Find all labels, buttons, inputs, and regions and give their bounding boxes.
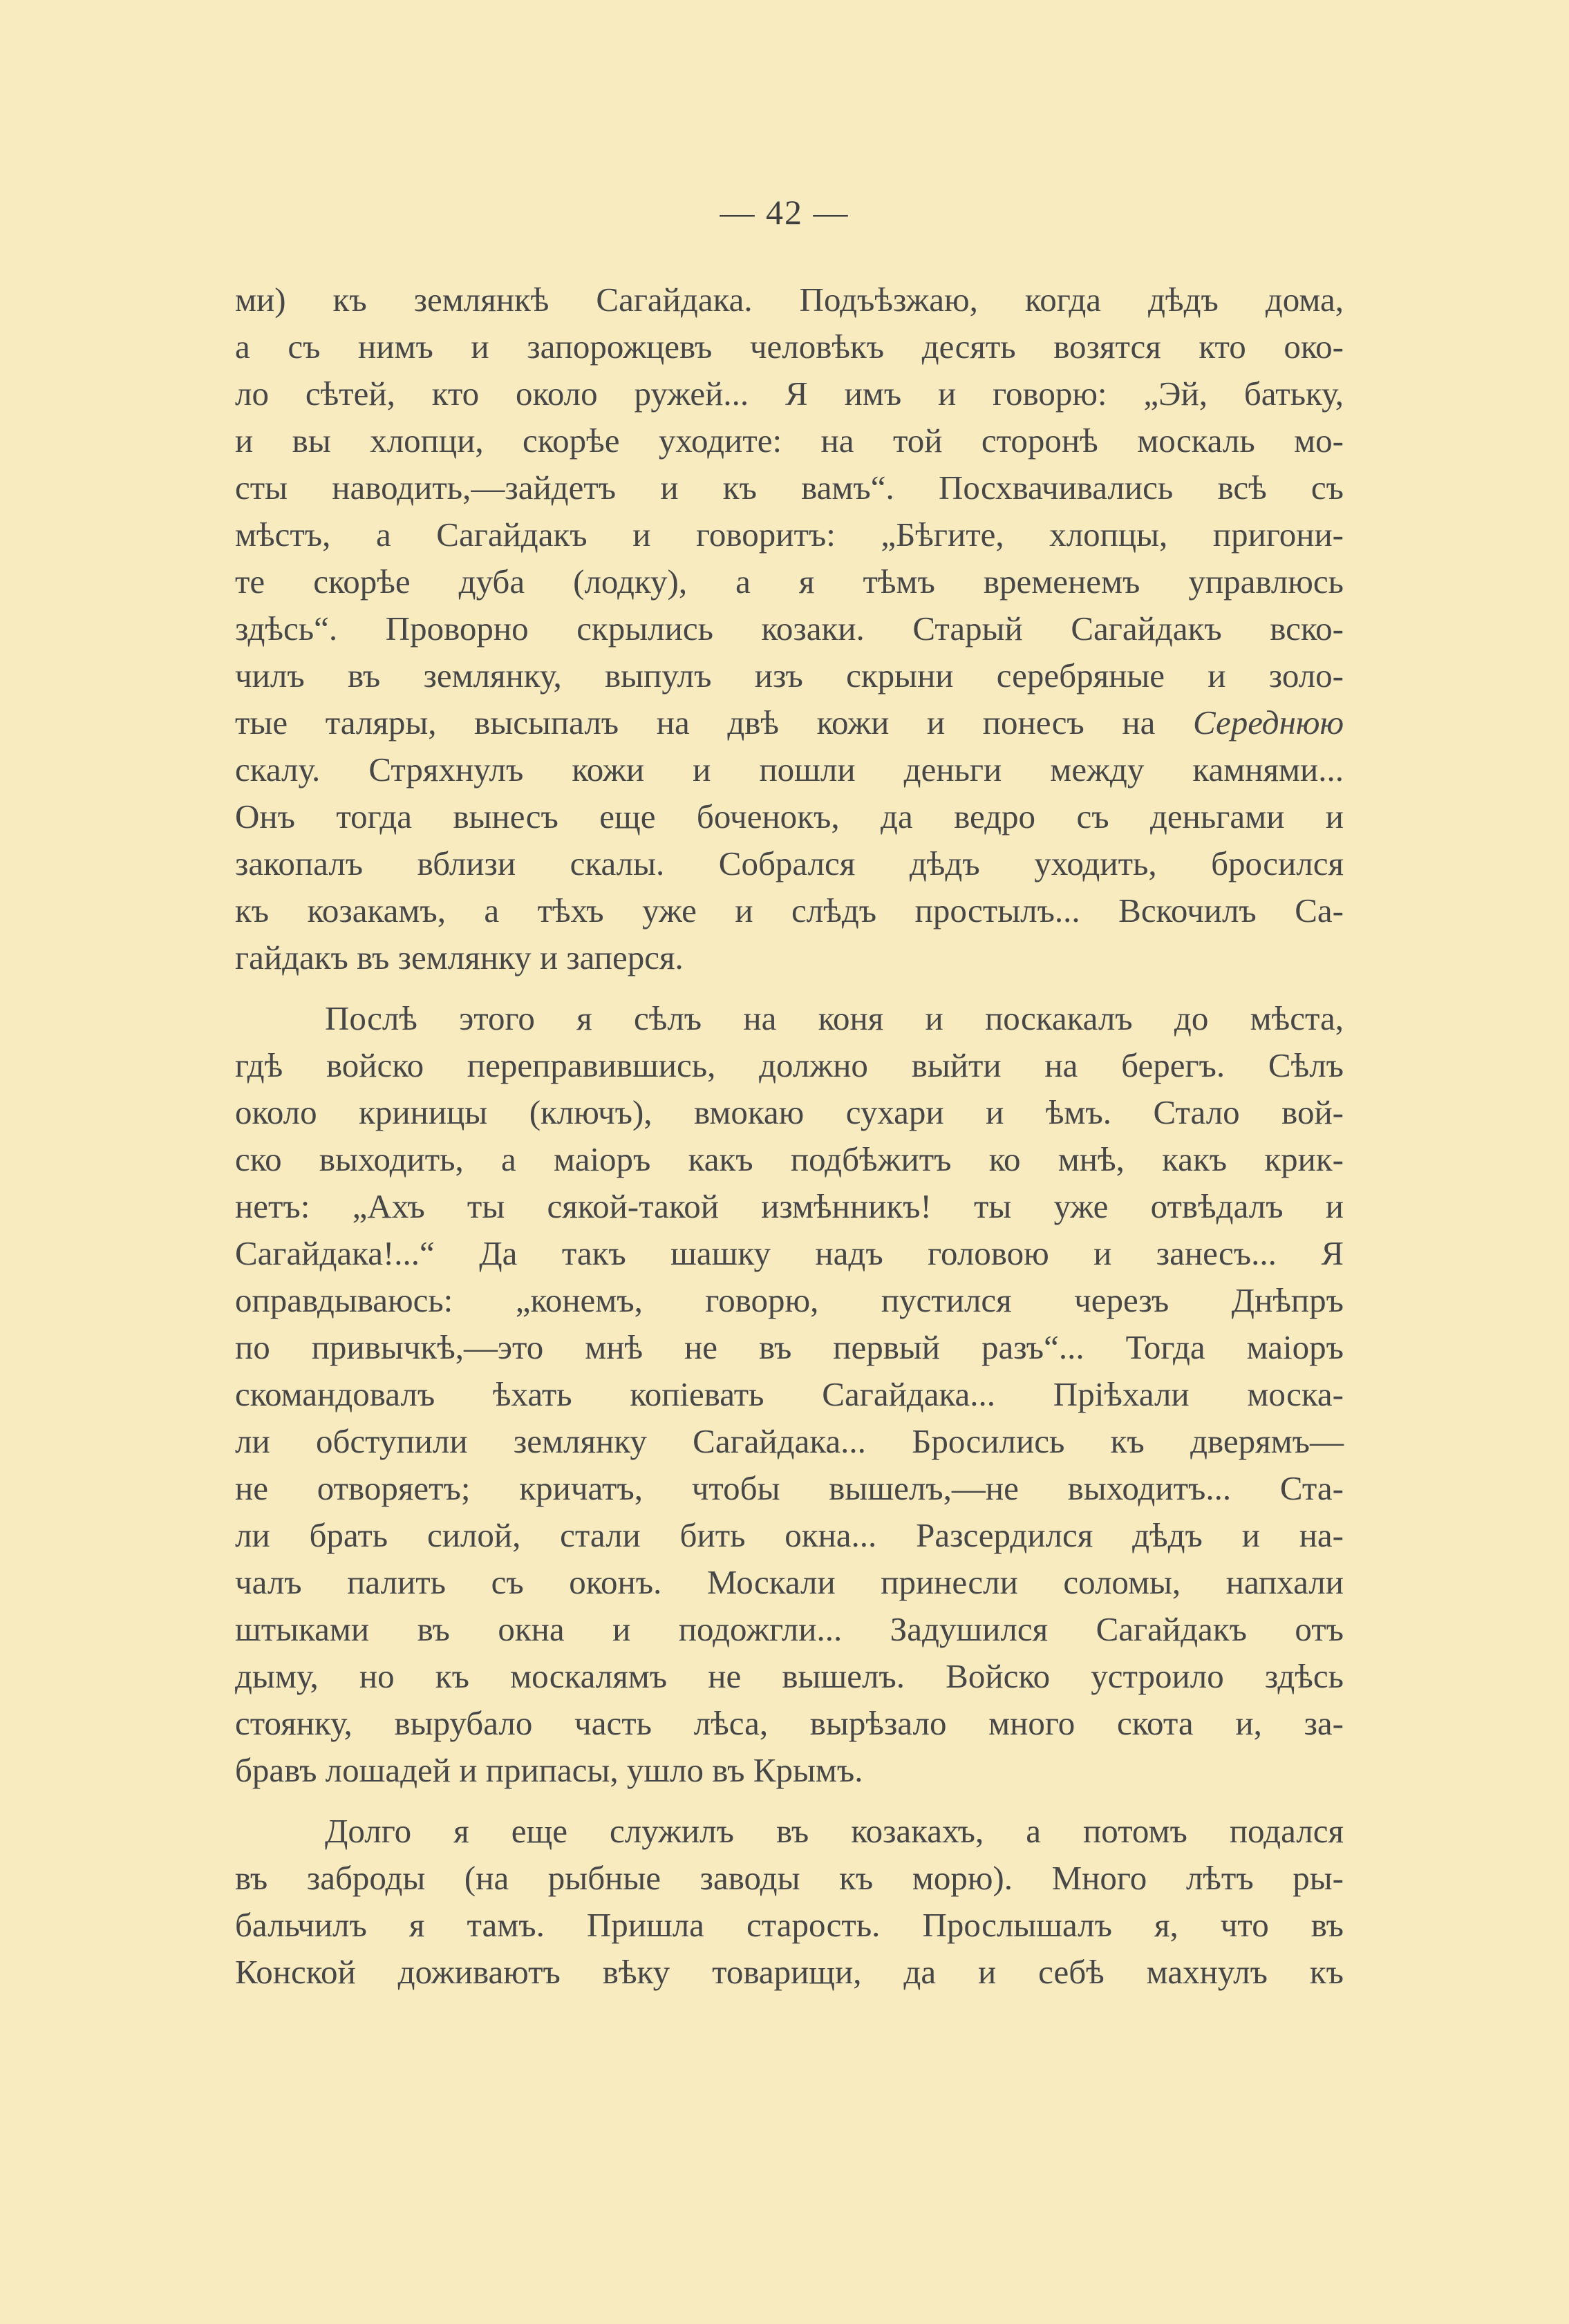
body-text (235, 276, 1344, 1996)
text-line: те скорѣе дуба (лодку), а я тѣмъ временемъ управлюсь (235, 563, 1344, 601)
text-line: ли обступили землянку Сагайдака... Бросились къ дверямъ— (235, 1422, 1344, 1460)
text-line: бравъ лошадей и припасы, ушло въ Крымъ. (235, 1751, 863, 1789)
text-line: оправдываюсь: „конемъ, говорю, пустился черезъ Днѣпръ (235, 1281, 1344, 1319)
text-line: ско выходить, а маіоръ какъ подбѣжитъ ко мнѣ, какъ крик- (235, 1140, 1344, 1178)
text-line: и вы хлопци, скорѣе уходите: на той сторонѣ москаль мо- (235, 422, 1344, 460)
text-line: по привычкѣ,—это мнѣ не въ первый разъ“... Тогда маіоръ (235, 1328, 1344, 1366)
text-line: около криницы (ключъ), вмокаю сухари и ѣмъ. Стало вой- (235, 1093, 1344, 1131)
text-line: ми) къ землянкѣ Сагайдака. Подъѣзжаю, когда дѣдъ дома, (235, 281, 1344, 319)
page-number: — 42 — (720, 193, 849, 232)
text-line: сты наводить,—зайдетъ и къ вамъ“. Посхвачивались всѣ съ (235, 469, 1344, 507)
text-line: скомандовалъ ѣхать копіевать Сагайдака... Пріѣхали моска- (235, 1375, 1344, 1413)
text-line: ло сѣтей, кто около ружей... Я имъ и говорю: „Эй, батьку, (235, 375, 1344, 413)
text-line: гдѣ войско переправившись, должно выйти на берегъ. Сѣлъ (235, 1046, 1344, 1084)
text-line: къ козакамъ, а тѣхъ уже и слѣдъ простылъ... Вскочилъ Са- (235, 891, 1344, 929)
paragraph-3 (235, 1808, 1344, 1996)
text-line: Конской доживаютъ вѣку товарищи, да и себѣ махнулъ къ (235, 1953, 1344, 1991)
text-line: нетъ: „Ахъ ты сякой-такой измѣнникъ! ты уже отвѣдалъ и (235, 1187, 1344, 1225)
text-line: Сагайдака!...“ Да такъ шашку надъ головою и занесъ... Я (235, 1234, 1344, 1272)
text-line: а съ нимъ и запорожцевъ человѣкъ десять возятся кто око- (235, 328, 1344, 366)
italic-word: Середнюю (1193, 703, 1344, 741)
text-line: стоянку, вырубало часть лѣса, вырѣзало много скота и, за- (235, 1704, 1344, 1742)
text-line: дыму, но къ москалямъ не вышелъ. Войско устроило здѣсь (235, 1657, 1344, 1695)
text-line: не отворяетъ; кричатъ, чтобы вышелъ,—не выходитъ... Ста- (235, 1469, 1344, 1507)
text-line: въ заброды (на рыбные заводы къ морю). Много лѣтъ ры- (235, 1859, 1344, 1897)
text-line: Долго я еще служилъ въ козакахъ, а потомъ подался (325, 1812, 1344, 1850)
text-line: бальчилъ я тамъ. Пришла старость. Прослышалъ я, что въ (235, 1906, 1344, 1944)
text-line: здѣсь“. Проворно скрылись козаки. Старый Сагайдакъ вско- (235, 610, 1344, 648)
text-segment: тые таляры, высыпалъ на двѣ кожи и понесъ на (235, 703, 1193, 741)
text-line: ли брать силой, стали бить окна... Разсердился дѣдъ и на- (235, 1516, 1344, 1554)
paragraph-1 (235, 276, 1344, 981)
text-line: гайдакъ въ землянку и заперся. (235, 938, 684, 976)
text-line: Послѣ этого я сѣлъ на коня и поскакалъ до мѣста, (325, 999, 1344, 1037)
text-line: чилъ въ землянку, выпулъ изъ скрыни серебряные и золо- (235, 656, 1344, 695)
text-line-with-italic (235, 699, 1344, 746)
text-line: Онъ тогда вынесъ еще боченокъ, да ведро съ деньгами и (235, 797, 1344, 835)
text-line: скалу. Стряхнулъ кожи и пошли деньги между камнями... (235, 750, 1344, 788)
text-line: закопалъ вблизи скалы. Собрался дѣдъ уходить, бросился (235, 844, 1344, 882)
text-line: штыками въ окна и подожгли... Задушился Сагайдакъ отъ (235, 1610, 1344, 1648)
text-line: чалъ палить съ оконъ. Москали принесли соломы, напхали (235, 1563, 1344, 1601)
paragraph-2 (235, 995, 1344, 1794)
text-line: мѣстъ, а Сагайдакъ и говоритъ: „Бѣгите, хлопцы, пригони- (235, 516, 1344, 554)
